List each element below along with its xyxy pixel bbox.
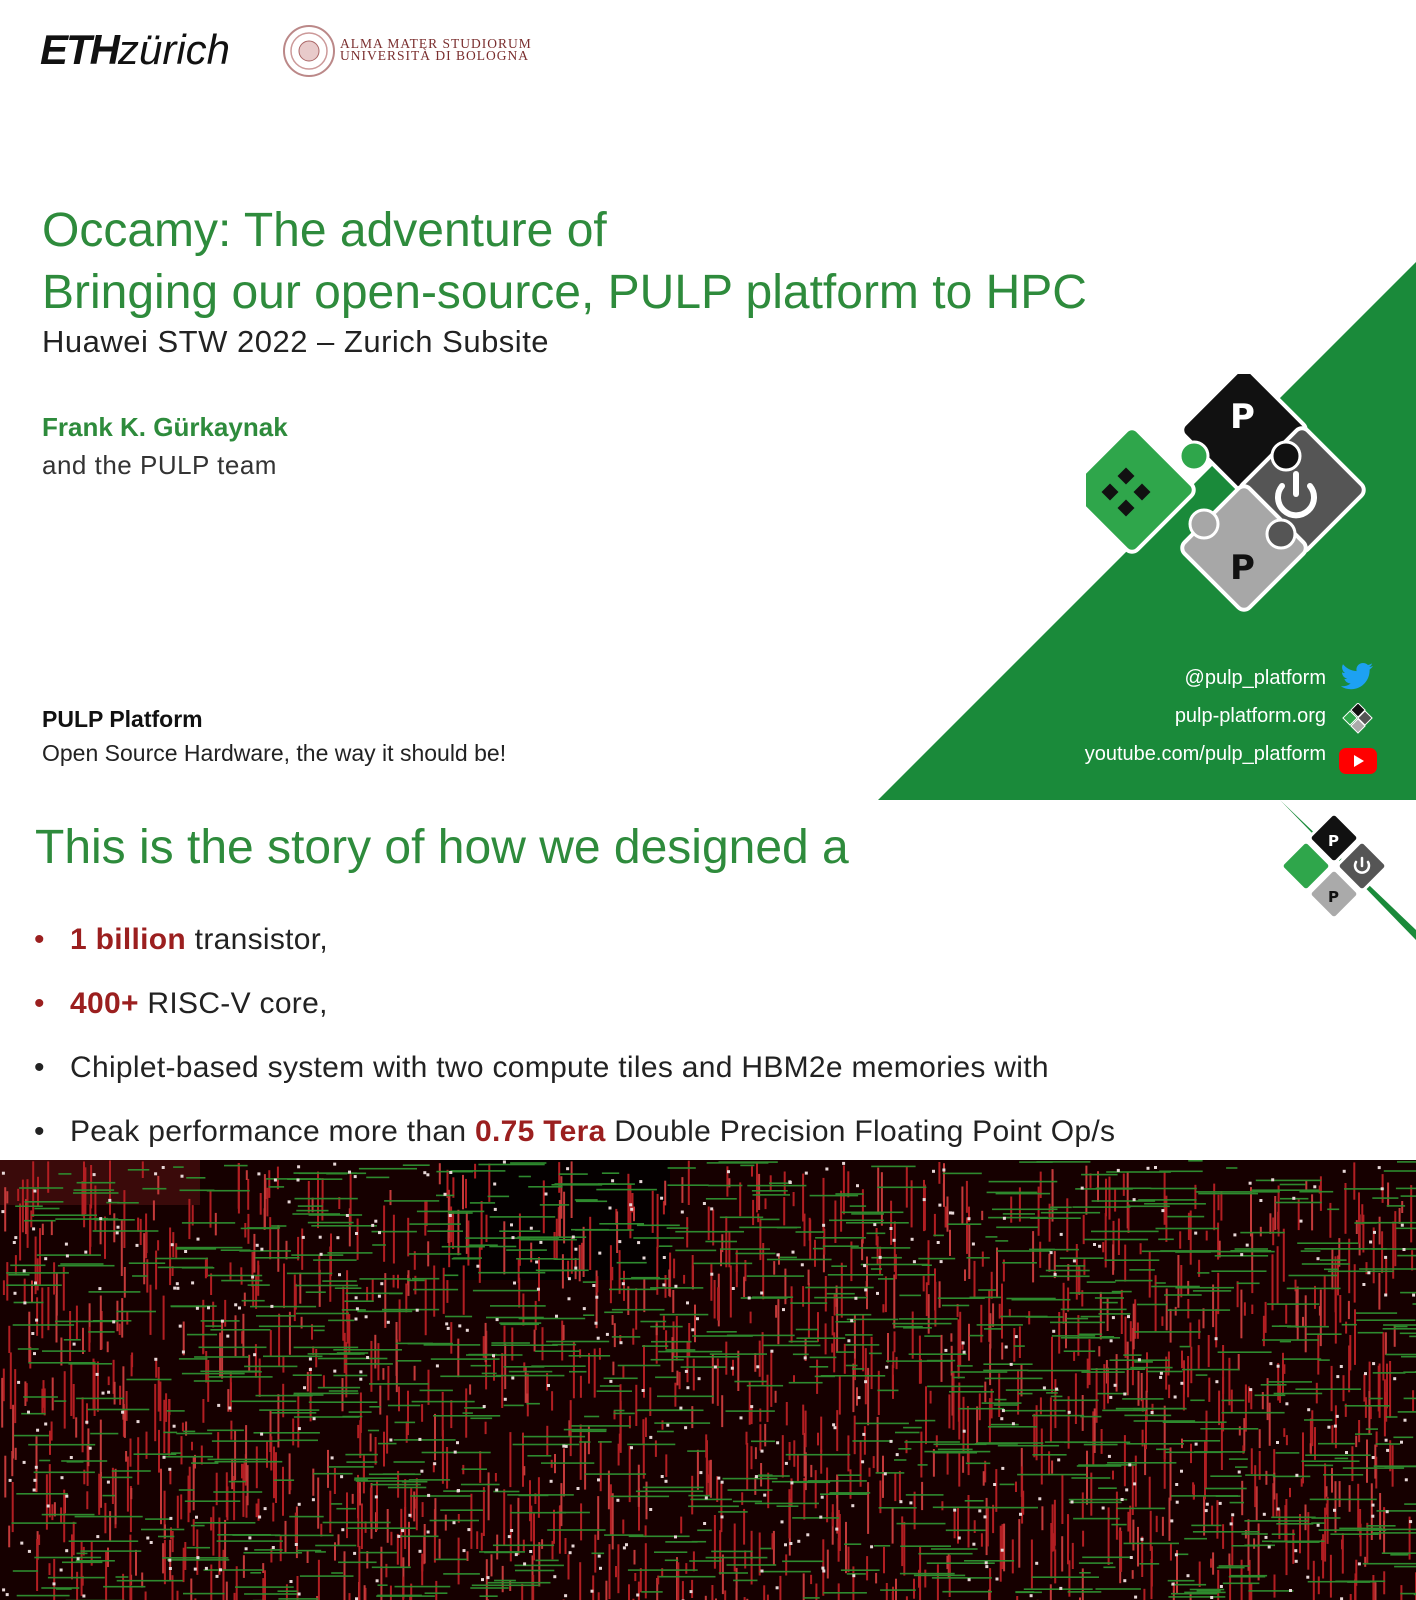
youtube-icon	[1338, 746, 1378, 776]
svg-text:P: P	[1328, 832, 1339, 850]
unibo-seal-icon	[282, 24, 336, 78]
twitter-handle-link[interactable]: @pulp_platform	[1184, 667, 1326, 689]
svg-text:P: P	[1230, 548, 1255, 588]
story-bullet-list	[34, 920, 1334, 1176]
presentation-title: Occamy: The adventure of Bringing our open-source, PULP platform to HPC	[42, 204, 1087, 319]
list-item: • 1 billion transistor,	[34, 923, 329, 956]
chip-layout-image	[0, 1160, 1416, 1600]
unibo-logo-text: ALMA MATER STUDIORUM UNIVERSITÀ DI BOLOGNA	[340, 36, 532, 63]
list-item: • 400+ RISC-V core,	[34, 987, 328, 1020]
author-team: and the PULP team	[42, 450, 277, 480]
pulp-small-logo	[1200, 780, 1416, 940]
author-name: Frank K. Gürkaynak	[42, 412, 288, 442]
list-item: • Peak performance more than 0.75 Tera Double Precision Floating Point Op/s	[34, 1115, 1116, 1148]
pulp-mini-logo-icon	[1340, 703, 1374, 737]
svg-text:P: P	[1230, 397, 1255, 437]
website-link[interactable]: pulp-platform.org	[1174, 705, 1326, 727]
platform-name: PULP Platform	[42, 706, 203, 732]
event-subtitle: Huawei STW 2022 – Zurich Subsite	[42, 324, 550, 359]
platform-tagline: Open Source Hardware, the way it should be!	[42, 740, 507, 766]
pulp-puzzle-logo	[1086, 374, 1386, 636]
twitter-bird-icon	[1340, 662, 1374, 692]
svg-text:P: P	[1328, 888, 1339, 906]
story-heading: This is the story of how we designed a	[35, 821, 849, 874]
eth-zurich-logo: ETHzürich	[40, 26, 231, 73]
list-item: • Chiplet-based system with two compute tiles and HBM2e memories with	[34, 1051, 1049, 1084]
youtube-link[interactable]: youtube.com/pulp_platform	[1084, 743, 1326, 765]
